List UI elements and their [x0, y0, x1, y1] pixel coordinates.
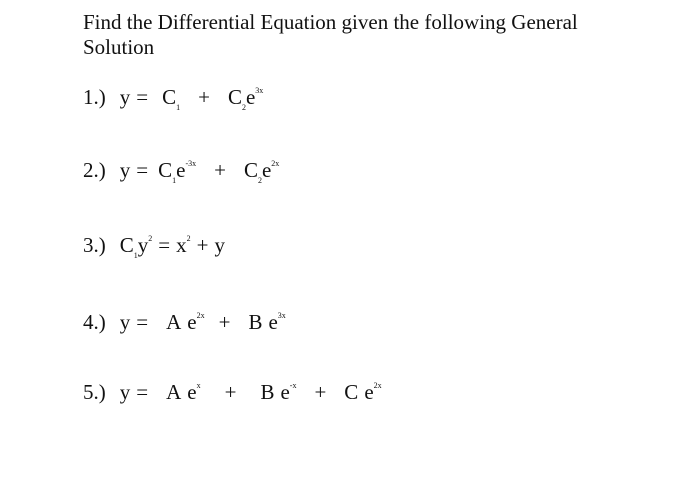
exp-base: e [268, 310, 278, 334]
subscript: 1 [176, 103, 181, 112]
exp-base: e [187, 380, 197, 404]
page-title: Find the Differential Equation given the following General Solution [83, 10, 578, 59]
constant: C [158, 158, 173, 182]
exp-base: e [187, 310, 197, 334]
exp-base: e [364, 380, 374, 404]
variable-y: y [137, 233, 149, 257]
equals-sign: = [136, 310, 149, 334]
exponent: 2 [148, 234, 153, 243]
problem-5 [83, 380, 382, 404]
problem-2 [83, 158, 280, 185]
constant: C [227, 85, 242, 109]
plus-sign: + [198, 85, 210, 109]
constant: B [248, 310, 263, 334]
plus-sign: + [214, 158, 226, 182]
exp-base: e [280, 380, 290, 404]
problem-3 [83, 233, 225, 260]
exponent: 2x [373, 381, 382, 390]
exponent: -3x [185, 159, 197, 168]
exponent: x [196, 381, 201, 390]
constant: C [344, 380, 359, 404]
constant: A [166, 310, 182, 334]
equals-sign: = [158, 233, 171, 257]
problem-number: 4.) [83, 310, 106, 334]
problem-4 [83, 310, 286, 334]
plus-sign: + [224, 380, 237, 404]
subscript: 2 [241, 103, 246, 112]
problem-1 [83, 85, 264, 112]
exp-base: e [245, 85, 256, 109]
variable-x: x [176, 233, 187, 257]
constant: A [166, 380, 182, 404]
plus-sign: + [196, 233, 209, 257]
exponent: 2x [196, 311, 205, 320]
exponent: 2 [186, 234, 191, 243]
exponent: 2x [271, 159, 280, 168]
problem-number: 1.) [83, 85, 106, 109]
lhs: y [119, 380, 131, 404]
problem-number: 5.) [83, 380, 106, 404]
plus-sign: + [218, 310, 231, 334]
equals-sign: = [136, 380, 149, 404]
exp-base: e [261, 158, 272, 182]
constant: B [260, 380, 275, 404]
problem-number: 3.) [83, 233, 106, 257]
exponent: 3x [277, 311, 286, 320]
exp-base: e [176, 158, 186, 182]
plus-sign: + [314, 380, 327, 404]
lhs: y [119, 158, 131, 182]
constant: C [243, 158, 258, 182]
equals-sign: = [136, 85, 149, 109]
lhs: y [119, 310, 131, 334]
subscript: 1 [133, 251, 138, 260]
equals-sign: = [136, 158, 149, 182]
exponent: 3x [255, 86, 264, 95]
constant: C [162, 85, 177, 109]
problem-number: 2.) [83, 158, 106, 182]
constant: C [119, 233, 134, 257]
subscript: 2 [257, 176, 262, 185]
variable-y: y [214, 233, 225, 257]
lhs: y [119, 85, 131, 109]
exponent: -x [289, 381, 297, 390]
subscript: 1 [172, 176, 177, 185]
